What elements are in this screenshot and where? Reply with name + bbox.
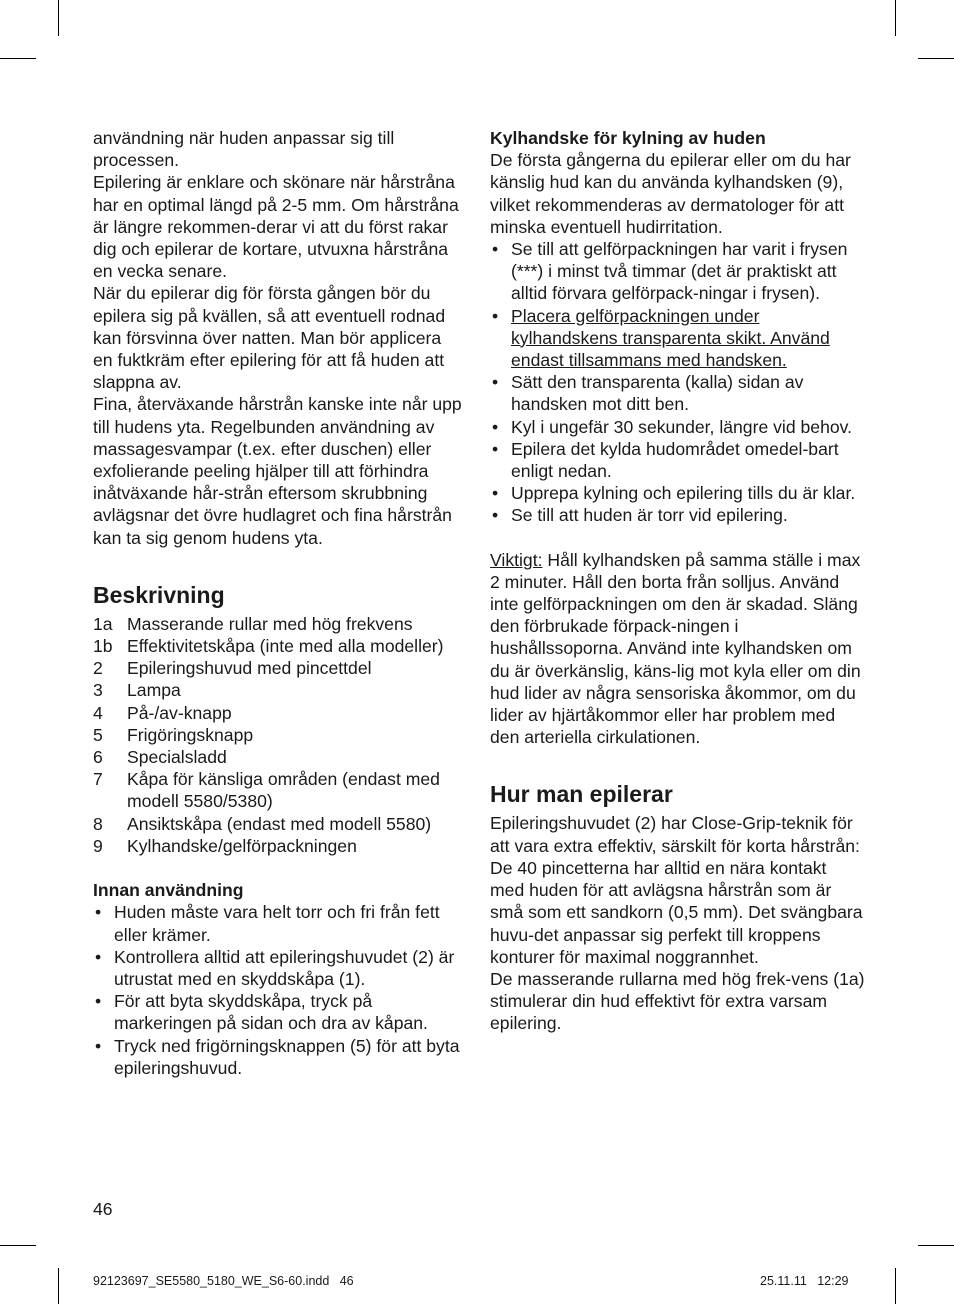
crop-mark-top-left-h [0,58,36,59]
part-label: Kylhandske/gelförpackningen [127,835,357,856]
bullet-icon: • [492,483,499,504]
list-item [93,724,463,746]
part-label: Epileringshuvud med pincettdel [127,658,372,679]
part-label: Masserande rullar med hög frekvens [127,613,413,634]
part-number: 7 [93,769,103,790]
intro-paragraph: När du epilerar dig för första gången bör du epilera sig på kvällen, så att eventuell rodnad kan försvinna över natten. Man bör applicera en fuktkräm efter epilering för att få huden att slappna av. [93,283,446,393]
left-column [93,127,463,1079]
list-item [93,613,463,635]
viktigt-paragraph [490,549,865,749]
part-label: Effektivitetskåpa (inte med alla modeller) [127,636,444,657]
part-label: Ansiktskåpa (endast med modell 5580) [127,813,432,834]
part-label: På-/av-knapp [127,702,232,723]
part-label: Kåpa för känsliga områden (endast med modell 5580/5380) [127,769,440,812]
bullet-icon: • [492,416,499,437]
list-item: • Huden måste vara helt torr och fri från fett eller krämer. [95,902,440,945]
page-number: 46 [93,1199,113,1219]
bullet-icon: • [95,1035,102,1056]
part-number: 4 [93,702,103,723]
list-item [93,768,463,812]
bullet-icon: • [492,305,499,326]
part-number: 8 [93,813,103,834]
kyl-heading: Kylhandske för kylning av huden [490,128,766,148]
list-item [93,657,463,679]
crop-mark-top-right-v [895,0,896,36]
part-label: Lampa [127,680,181,701]
list-item [93,835,463,857]
hur-heading: Hur man epilerar [490,781,673,808]
kyl-intro: De första gångerna du epilerar eller om du har känslig hud kan du använda kylhandsken (9), vilket rekommenderas av dermatologer för att minska eventuell hudirritation. [490,150,851,237]
list-item: • Se till att gelförpackningen har varit i frysen (***) i minst två timmar (det är praktiskt att alltid förvara gelförpack-ningar i frysen). [492,239,848,304]
list-item: • Tryck ned frigörningsknappen (5) för att byta epileringshuvud. [95,1035,460,1078]
viktigt-label: Viktigt: [490,549,543,570]
list-item: • Kontrollera alltid att epileringshuvudet (2) är utrustat med en skyddskåpa (1). [95,946,455,989]
crop-mark-top-right-h [918,58,954,59]
bullet-icon: • [492,505,499,526]
bullet-icon: • [95,946,102,967]
right-column [490,127,865,1035]
innan-list [93,901,463,1079]
part-number: 3 [93,680,103,701]
kyl-list [490,238,865,527]
bullet-icon: • [492,239,499,260]
list-item: • Sätt den transparenta (kalla) sidan av handsken mot ditt ben. [492,372,804,415]
part-number: 6 [93,747,103,768]
list-item: • För att byta skyddskåpa, tryck på markeringen på sidan och dra av kåpan. [95,991,428,1034]
list-item: • Upprepa kylning och epilering tills du är klar. [492,483,856,504]
innan-heading: Innan användning [93,880,244,901]
footer-datetime: 25.11.11 12:29 [760,1274,849,1288]
part-number: 1a [93,613,113,634]
part-number: 2 [93,658,103,679]
list-item [93,702,463,724]
crop-mark-bottom-right-h [918,1245,954,1246]
hur-paragraph: Epileringshuvudet (2) har Close-Grip-teknik för att vara extra effektiv, särskilt för korta hårstrån: De 40 pincetterna har alltid en nära kontakt med huden för att avlägsna hårstrån som är små som ett sandkorn (0,5 mm). Det svängbara huvu-det anpassar sig perfekt till kroppens konturer för maximal noggrannhet. [490,813,863,967]
viktigt-text: Håll kylhandsken på samma ställe i max 2 minuter. Håll den borta från solljus. Använd inte gelförpackningen om den är skadad. Släng den förbrukade förpack-ningen i hushållssoporna. Använd inte kylhandsken om du är överkänslig, käns-lig mot kyla eller om din hud lider av några sensoriska åkommor, om du lider av hjärtåkommor eller har problem med den arteriella cirkulationen. [490,549,861,748]
list-item [93,813,463,835]
part-number: 1b [93,636,113,657]
bullet-icon: • [492,438,499,459]
parts-list [93,613,463,857]
footer-file-info: 92123697_SE5580_5180_WE_S6-60.indd 46 [93,1274,354,1288]
hur-paragraph: De masserande rullarna med hög frek-vens (1a) stimulerar din hud effektivt för extra varsam epilering. [490,968,865,1034]
part-label: Frigöringsknapp [127,724,254,745]
crop-mark-bottom-right-v [895,1268,896,1304]
list-item: • Epilera det kylda hudområdet omedel-bart enligt nedan. [492,438,839,482]
intro-paragraph: Epilering är enklare och skönare när hårstråna har en optimal längd på 2-5 mm. Om hårstråna är längre rekommen-derar vi att du först rakar dig och epilerar de kortare, utvuxna hårstråna en vecka senare. [93,172,459,282]
list-item [93,635,463,657]
part-number: 9 [93,835,103,856]
bullet-icon: • [492,372,499,393]
list-item: • Se till att huden är torr vid epilering. [492,505,788,526]
part-label: Specialsladd [127,747,227,768]
beskrivning-heading: Beskrivning [93,581,225,608]
intro-paragraph: användning när huden anpassar sig till processen. [93,128,395,171]
bullet-icon: • [95,902,102,923]
intro-paragraph: Fina, återväxande hårstrån kanske inte når upp till hudens yta. Regelbunden användning av massagesvampar (t.ex. efter duschen) eller exfolierande peeling hjälper till att förhindra inåtväxande hår-strån eftersom skrubbning avlägsnar det övre hudlagret och fina hårstrån kan ta sig genom hudens yta. [93,394,462,548]
list-item: • Placera gelförpackningen under kylhandskens transparenta skikt. Använd endast tillsammans med handsken. [492,305,830,371]
crop-mark-bottom-left-v [58,1268,59,1304]
list-item [93,746,463,768]
list-item [93,679,463,701]
crop-mark-bottom-left-h [0,1245,36,1246]
crop-mark-top-left-v [58,0,59,36]
bullet-icon: • [95,991,102,1012]
part-number: 5 [93,724,103,745]
list-item: • Kyl i ungefär 30 sekunder, längre vid behov. [492,416,853,437]
